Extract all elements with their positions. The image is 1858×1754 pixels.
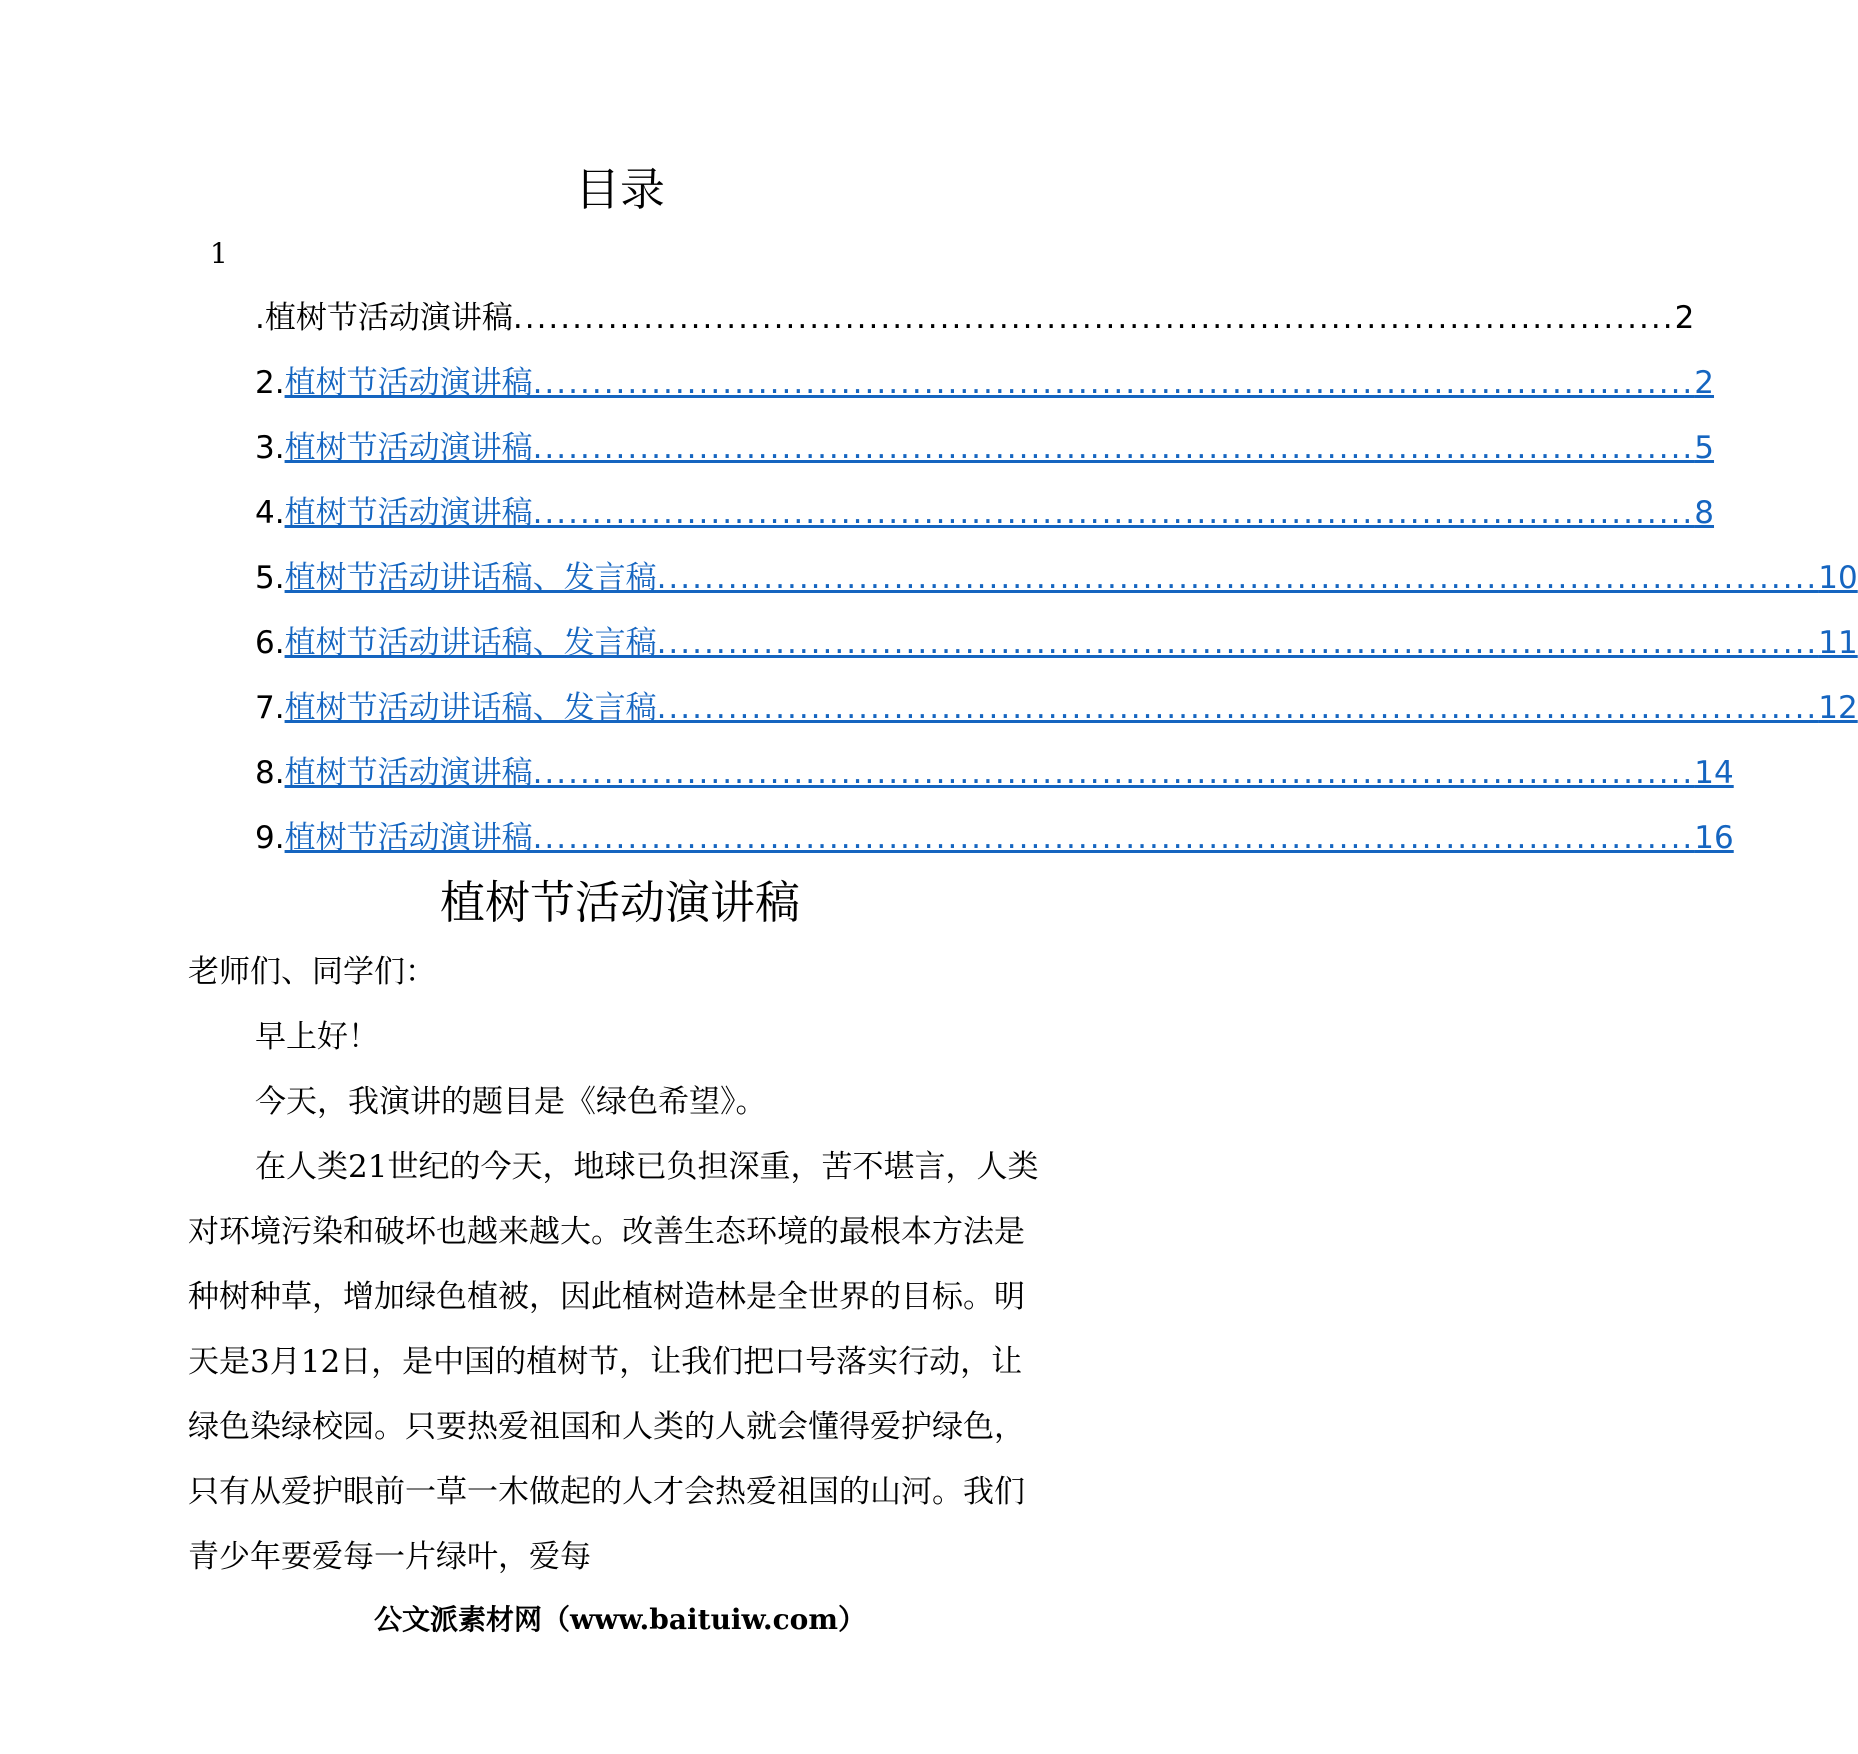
toc-item-page: 5 (1694, 430, 1715, 466)
paragraph-number: 21 (348, 1149, 388, 1185)
toc-item-link[interactable] (285, 558, 1858, 598)
toc-item-number: 9. (255, 820, 285, 856)
toc-item-text: 植树节活动演讲稿 (284, 495, 533, 531)
toc-item-5[interactable] (255, 558, 1858, 623)
toc-leader: .................................................................................................. (656, 690, 1819, 726)
toc-item-text: 植树节活动演讲稿 (284, 365, 533, 401)
paragraph-text: 在人类 (255, 1149, 348, 1185)
toc-item-number: 5. (255, 560, 285, 596)
toc-item-page: 8 (1694, 495, 1715, 531)
toc-leader: .................................................................................................. (532, 365, 1695, 401)
toc-item-number: 2. (255, 365, 285, 401)
toc-item-link[interactable] (285, 493, 1714, 533)
toc-item-page: 11 (1818, 625, 1858, 661)
toc-item-page: 12 (1818, 690, 1858, 726)
toc-item-text: 植树节活动演讲稿 (284, 430, 533, 466)
toc-item-entry[interactable] (255, 298, 1694, 338)
toc-leader: .................................................................................................. (532, 430, 1695, 466)
paragraph-text: 日，是中国的植树节，让我们把口号落实行动，让绿色染绿校园。只要热爱祖国和人类的人就会懂得爱护绿色，只有从爱护眼前一草一木做起的人才会热爱祖国的山河。我们青少年要爱每一片绿叶，爱每 (188, 1344, 1025, 1575)
toc-marker: 1 (210, 237, 228, 270)
body-paragraph (188, 1135, 1048, 1590)
topic-line: 今天，我演讲的题目是《绿色希望》。 (255, 1084, 767, 1120)
toc-list (255, 298, 1858, 883)
toc-item-link[interactable] (285, 428, 1714, 468)
toc-leader: .................................................................................................. (532, 820, 1695, 856)
toc-item-number: 8. (255, 755, 285, 791)
toc-item-page: 16 (1694, 820, 1734, 856)
salutation: 老师们、同学们： (188, 954, 436, 990)
toc-item-number: 6. (255, 625, 285, 661)
footer-source: 公文派素材网（www.baituiw.com） (374, 1603, 866, 1636)
toc-item-6[interactable] (255, 623, 1858, 688)
toc-item-number: 7. (255, 690, 285, 726)
paragraph-number: 3 (250, 1344, 270, 1380)
toc-item-text: .植树节活动演讲稿 (255, 300, 513, 336)
toc-item-4[interactable] (255, 493, 1715, 558)
toc-item-page: 2 (1674, 300, 1695, 336)
toc-item-7[interactable] (255, 688, 1858, 753)
toc-leader: .................................................................................................. (512, 300, 1675, 336)
toc-leader: .................................................................................................. (532, 495, 1695, 531)
toc-item-2[interactable] (255, 363, 1715, 428)
toc-item-number: 3. (255, 430, 285, 466)
paragraph-number: 12 (300, 1344, 341, 1380)
toc-item-page: 2 (1694, 365, 1715, 401)
toc-item-text: 植树节活动讲话稿、发言稿 (284, 625, 657, 661)
document-body (188, 940, 1048, 1590)
toc-item-text: 植树节活动讲话稿、发言稿 (284, 560, 657, 596)
toc-item-link[interactable] (285, 753, 1734, 793)
toc-title: 目录 (574, 163, 665, 216)
toc-item-text: 植树节活动演讲稿 (284, 755, 533, 791)
toc-item-text: 植树节活动演讲稿 (284, 820, 533, 856)
document-title: 植树节活动演讲稿 (439, 876, 800, 929)
toc-item-3[interactable] (255, 428, 1715, 493)
toc-item-page: 10 (1818, 560, 1858, 596)
toc-item-link[interactable] (285, 363, 1714, 403)
toc-item-link[interactable] (285, 688, 1858, 728)
paragraph-text: 世纪的今天，地球已负担深重，苦不堪言，人类对环境污染和破坏也越来越大。改善生态环境的最根本方法是种树种草，增加绿色植被，因此植树造林是全世界的目标。明天是 (188, 1149, 1039, 1380)
greeting: 早上好！ (255, 1019, 379, 1055)
toc-leader: .................................................................................................. (656, 560, 1819, 596)
toc-item-link[interactable] (285, 818, 1734, 858)
paragraph-text: 月 (269, 1344, 301, 1380)
toc-item-page: 14 (1694, 755, 1734, 791)
toc-leader: .................................................................................................. (656, 625, 1819, 661)
toc-item-text: 植树节活动讲话稿、发言稿 (284, 690, 657, 726)
toc-item-number: 4. (255, 495, 285, 531)
toc-leader: .................................................................................................. (532, 755, 1695, 791)
toc-item-link[interactable] (285, 623, 1858, 663)
toc-item-8[interactable] (255, 753, 1734, 818)
toc-item-1[interactable] (255, 298, 1695, 363)
